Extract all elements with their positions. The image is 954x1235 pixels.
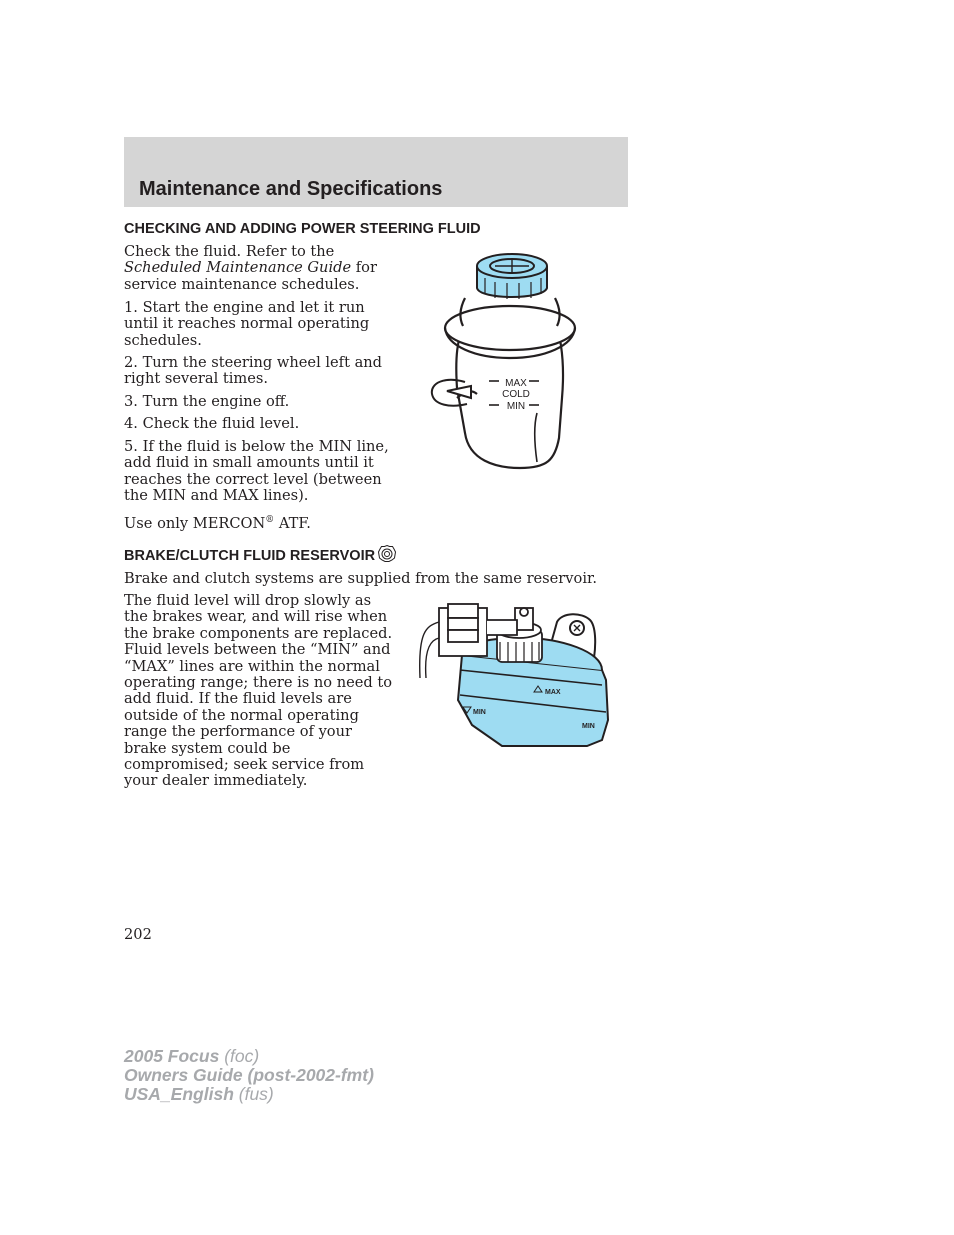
step-2: 2. Turn the steering wheel left and right several times.	[124, 354, 383, 388]
brake-body: The fluid level will drop slowly as the brakes wear, and will rise when the brake components are replaced. Fluid levels between the “MIN” and “MAX” lines are within the normal operating range; there is no need to add fluid. If the fluid levels are outside of the normal operating range the performance of your brake system could be compromised; seek service from your dealer immediately.	[124, 592, 393, 790]
step-1: 1. Start the engine and let it run until it reaches normal operating schedules.	[124, 299, 370, 349]
step-4: 4. Check the fluid level.	[124, 415, 300, 432]
section-title: Maintenance and Specifications	[139, 178, 443, 200]
min-line-label-right: MIN	[582, 723, 595, 730]
step-3: 3. Turn the engine off.	[124, 393, 290, 410]
mercon-note: Use only MERCON® ATF.	[124, 514, 311, 532]
section-header	[124, 137, 628, 207]
max-line-label: MAX	[545, 689, 561, 696]
maintenance-guide-reference: Scheduled Maintenance Guide	[124, 259, 352, 277]
brake-intro: Brake and clutch systems are supplied from the same reservoir.	[124, 570, 597, 587]
step-5: 5. If the fluid is below the MIN line, add fluid in small amounts until it reaches the correct level (between the MIN and MAX lines).	[124, 438, 389, 505]
filler-cap	[477, 254, 547, 299]
page-number: 202	[124, 926, 152, 943]
brake-reservoir-illustration	[412, 600, 612, 750]
brake-fluid-heading: BRAKE/CLUTCH FLUID RESERVOIR	[124, 544, 397, 564]
power-steering-heading: CHECKING AND ADDING POWER STEERING FLUID	[124, 221, 481, 237]
min-line-label-left: MIN	[473, 709, 486, 716]
brake-fluid-warning-icon	[377, 544, 397, 564]
document-footer: 2005 Focus (foc) Owners Guide (post-2002-fmt) USA_English (fus)	[124, 1046, 374, 1104]
power-steering-reservoir-illustration	[425, 248, 585, 473]
cold-mark-label: COLD	[502, 389, 530, 400]
power-steering-intro: Check the fluid. Refer to the Scheduled Maintenance Guide for service maintenance schedules.	[124, 243, 377, 293]
max-mark-label: MAX	[505, 378, 527, 389]
min-mark-label: MIN	[506, 401, 526, 412]
